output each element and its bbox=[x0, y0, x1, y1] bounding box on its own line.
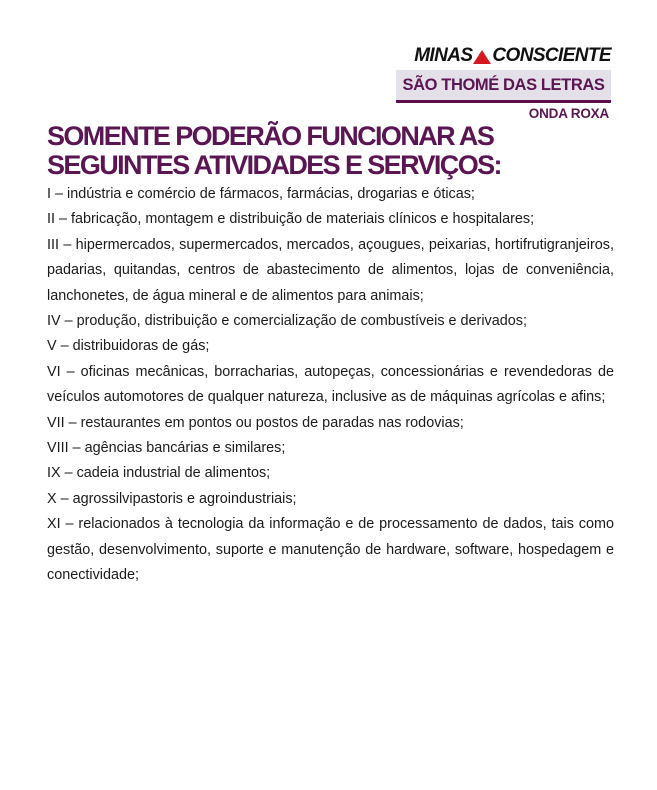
activity-item-8: VIII – agências bancárias e similares; bbox=[47, 440, 286, 457]
page-heading bbox=[47, 122, 617, 180]
activity-item-5: V – distribuidoras de gás; bbox=[47, 338, 210, 355]
logo-text-consciente: CONSCIENTE bbox=[492, 45, 611, 66]
activity-item-3: III – hipermercados, supermercados, mercados, açougues, peixarias, hortifrutigranjeiros, padarias, quitandas, centros de abastecimento de alimentos, lojas de conveniência, lanchonetes, de água mineral e de alimentos para animais; bbox=[47, 236, 614, 304]
heading-line-1: SOMENTE PODERÃO FUNCIONAR AS bbox=[47, 121, 494, 151]
brand-block bbox=[396, 44, 611, 122]
city-name-bar bbox=[396, 70, 611, 103]
activities-list bbox=[47, 182, 614, 589]
heading-line-2: SEGUINTES ATIVIDADES E SERVIÇOS: bbox=[47, 150, 501, 180]
logo-text-minas: MINAS bbox=[414, 45, 473, 66]
city-name: SÃO THOMÉ DAS LETRAS bbox=[402, 76, 605, 94]
minas-consciente-logo bbox=[396, 44, 611, 68]
activity-item-1: I – indústria e comércio de fármacos, farmácias, drogarias e óticas; bbox=[47, 186, 475, 202]
activity-item-9: IX – cadeia industrial de alimentos; bbox=[47, 465, 271, 482]
wave-label: ONDA ROXA bbox=[528, 106, 609, 121]
activity-item-6: VI – oficinas mecânicas, borracharias, autopeças, concessionárias e revendedoras de veículos automotores de qualquer natureza, inclusive as de máquinas agrícolas e afins; bbox=[47, 363, 614, 406]
activity-item-10: X – agrossilvipastoris e agroindustriais; bbox=[47, 490, 297, 507]
activity-item-11: XI – relacionados à tecnologia da informação e de processamento de dados, tais como gestão, desenvolvimento, suporte e manutenção de hardware, software, hospedagem e conectividade; bbox=[47, 516, 614, 584]
activity-item-2: II – fabricação, montagem e distribuição de materiais clínicos e hospitalares; bbox=[47, 211, 535, 228]
logo-triangle-icon bbox=[473, 50, 491, 64]
activity-item-4: IV – produção, distribuição e comercialização de combustíveis e derivados; bbox=[47, 313, 527, 330]
activity-item-7: VII – restaurantes em pontos ou postos de paradas nas rodovias; bbox=[47, 414, 464, 431]
